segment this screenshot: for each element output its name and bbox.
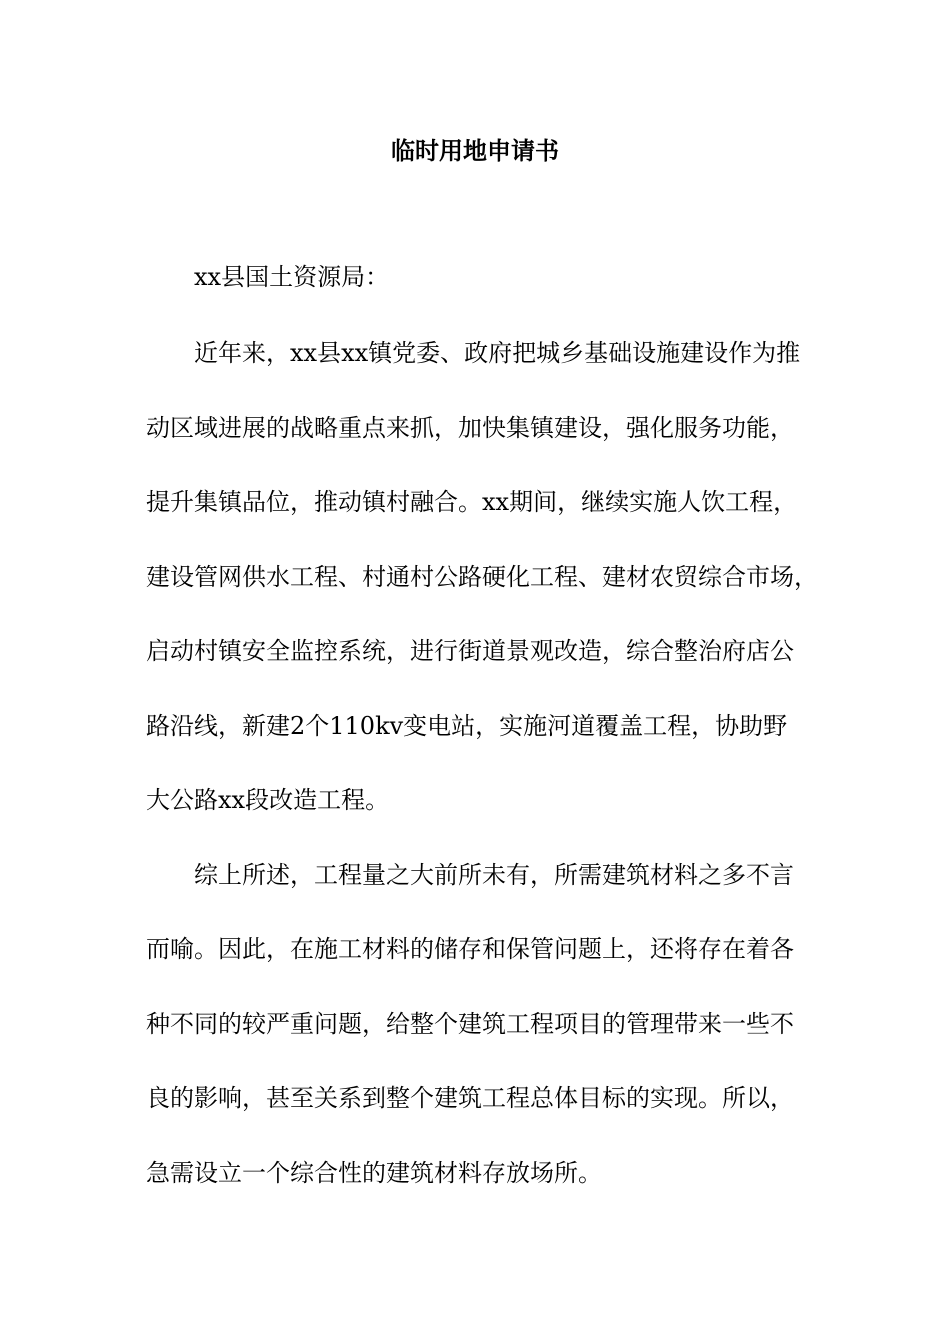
paragraph1-line: 大公路xx段改造工程。 <box>146 786 390 814</box>
paragraph1-line: 路沿线，新建2个110kv变电站，实施河道覆盖工程，协助野 <box>146 712 788 740</box>
paragraph1-line: 动区域进展的战略重点来抓，加快集镇建设，强化服务功能， <box>146 414 794 442</box>
paragraph2-line: 综上所述，工程量之大前所未有，所需建筑材料之多不言 <box>194 861 794 889</box>
paragraph1-line: 启动村镇安全监控系统，进行街道景观改造，综合整治府店公 <box>146 637 794 665</box>
paragraph2-line: 急需设立一个综合性的建筑材料存放场所。 <box>146 1159 602 1187</box>
paragraph1-line: 近年来，xx县xx镇党委、政府把城乡基础设施建设作为推 <box>194 339 801 367</box>
paragraph1-line: 提升集镇品位，推动镇村融合。xx期间，继续实施人饮工程， <box>146 488 798 516</box>
paragraph1-line: 建设管网供水工程、村通村公路硬化工程、建材农贸综合市场， <box>146 563 818 591</box>
salutation: xx县国土资源局： <box>194 263 390 291</box>
document-title: 临时用地申请书 <box>391 136 559 165</box>
paragraph2-line: 种不同的较严重问题，给整个建筑工程项目的管理带来一些不 <box>146 1010 794 1038</box>
paragraph2-line: 良的影响，甚至关系到整个建筑工程总体目标的实现。所以， <box>146 1084 794 1112</box>
paragraph2-line: 而喻。因此，在施工材料的储存和保管问题上，还将存在着各 <box>146 935 794 963</box>
